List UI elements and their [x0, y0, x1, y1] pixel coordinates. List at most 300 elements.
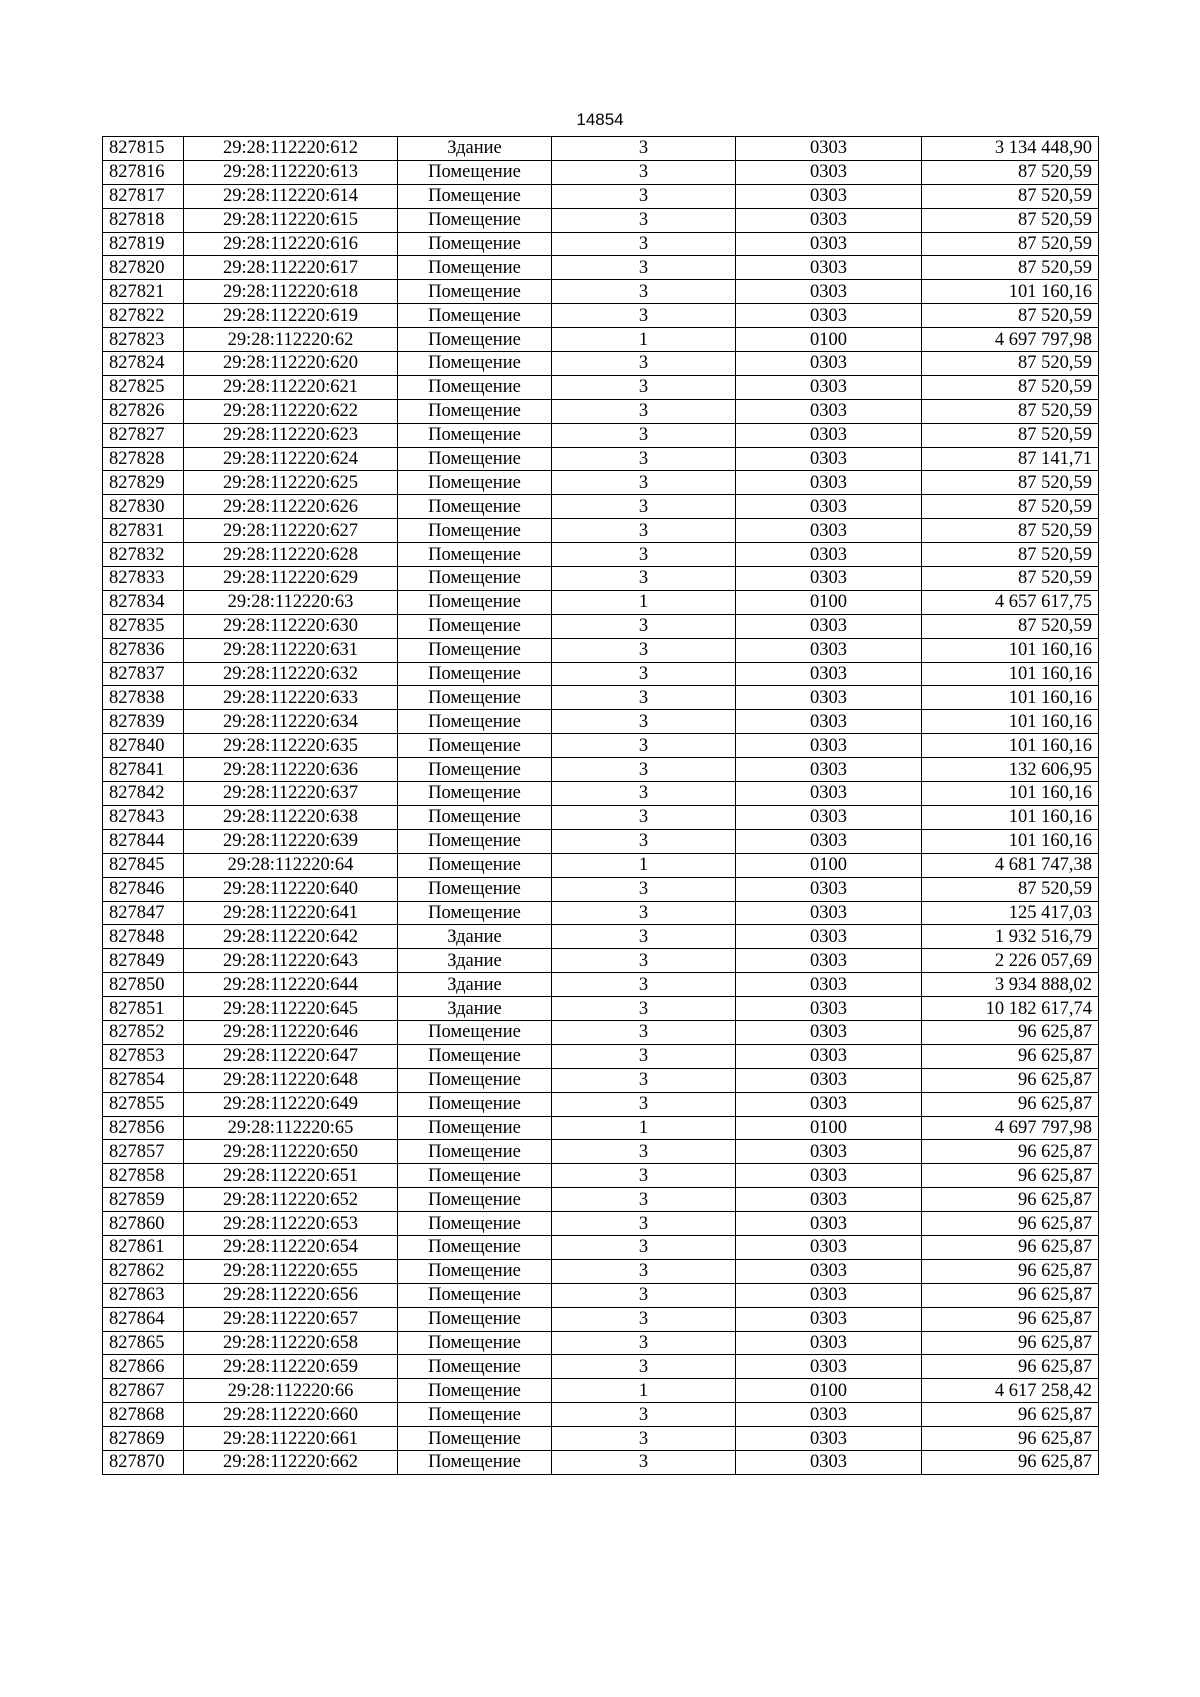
code-cell: 0303 — [736, 543, 922, 567]
row-number-cell: 827827 — [103, 423, 184, 447]
group-cell: 1 — [552, 1379, 736, 1403]
group-cell: 3 — [552, 256, 736, 280]
row-number-cell: 827857 — [103, 1140, 184, 1164]
object-type-cell: Здание — [398, 925, 552, 949]
group-cell: 3 — [552, 829, 736, 853]
table-row — [103, 399, 1099, 423]
object-type-cell: Помещение — [398, 1164, 552, 1188]
cadastral-number-cell: 29:28:112220:659 — [184, 1355, 398, 1379]
cadastral-value-cell: 101 160,16 — [922, 710, 1099, 734]
code-cell: 0100 — [736, 1379, 922, 1403]
code-cell: 0100 — [736, 328, 922, 352]
cadastral-number-cell: 29:28:112220:615 — [184, 208, 398, 232]
object-type-cell: Помещение — [398, 1355, 552, 1379]
group-cell: 3 — [552, 1164, 736, 1188]
cadastral-number-cell: 29:28:112220:612 — [184, 137, 398, 161]
cadastral-value-cell: 96 625,87 — [922, 1164, 1099, 1188]
object-type-cell: Помещение — [398, 280, 552, 304]
group-cell: 3 — [552, 1331, 736, 1355]
row-number-cell: 827870 — [103, 1450, 184, 1474]
table-row — [103, 1044, 1099, 1068]
object-type-cell: Помещение — [398, 590, 552, 614]
cadastral-number-cell: 29:28:112220:650 — [184, 1140, 398, 1164]
group-cell: 3 — [552, 1235, 736, 1259]
group-cell: 3 — [552, 638, 736, 662]
code-cell: 0303 — [736, 256, 922, 280]
table-row — [103, 1116, 1099, 1140]
object-type-cell: Помещение — [398, 1450, 552, 1474]
table-row — [103, 1092, 1099, 1116]
cadastral-number-cell: 29:28:112220:661 — [184, 1427, 398, 1451]
code-cell: 0303 — [736, 160, 922, 184]
cadastral-value-cell: 96 625,87 — [922, 1355, 1099, 1379]
object-type-cell: Помещение — [398, 662, 552, 686]
code-cell: 0303 — [736, 1355, 922, 1379]
code-cell: 0303 — [736, 1235, 922, 1259]
cadastral-value-cell: 101 160,16 — [922, 829, 1099, 853]
row-number-cell: 827855 — [103, 1092, 184, 1116]
cadastral-value-cell: 101 160,16 — [922, 280, 1099, 304]
cadastral-value-cell: 87 520,59 — [922, 543, 1099, 567]
row-number-cell: 827819 — [103, 232, 184, 256]
group-cell: 3 — [552, 567, 736, 591]
table-row — [103, 734, 1099, 758]
code-cell: 0303 — [736, 495, 922, 519]
cadastral-number-cell: 29:28:112220:613 — [184, 160, 398, 184]
table-row — [103, 614, 1099, 638]
table-row — [103, 997, 1099, 1021]
code-cell: 0303 — [736, 375, 922, 399]
cadastral-value-cell: 87 520,59 — [922, 304, 1099, 328]
table-row — [103, 1188, 1099, 1212]
cadastral-number-cell: 29:28:112220:622 — [184, 399, 398, 423]
row-number-cell: 827816 — [103, 160, 184, 184]
cadastral-value-cell: 87 141,71 — [922, 447, 1099, 471]
table-row — [103, 1331, 1099, 1355]
group-cell: 3 — [552, 1307, 736, 1331]
row-number-cell: 827822 — [103, 304, 184, 328]
cadastral-value-cell: 101 160,16 — [922, 662, 1099, 686]
object-type-cell: Помещение — [398, 1427, 552, 1451]
row-number-cell: 827842 — [103, 782, 184, 806]
row-number-cell: 827868 — [103, 1403, 184, 1427]
object-type-cell: Помещение — [398, 375, 552, 399]
table-row — [103, 375, 1099, 399]
code-cell: 0303 — [736, 1307, 922, 1331]
row-number-cell: 827851 — [103, 997, 184, 1021]
code-cell: 0303 — [736, 208, 922, 232]
cadastral-number-cell: 29:28:112220:634 — [184, 710, 398, 734]
group-cell: 3 — [552, 519, 736, 543]
row-number-cell: 827866 — [103, 1355, 184, 1379]
code-cell: 0303 — [736, 1450, 922, 1474]
table-row — [103, 519, 1099, 543]
object-type-cell: Помещение — [398, 352, 552, 376]
row-number-cell: 827861 — [103, 1235, 184, 1259]
row-number-cell: 827820 — [103, 256, 184, 280]
group-cell: 3 — [552, 399, 736, 423]
group-cell: 3 — [552, 1092, 736, 1116]
table-row — [103, 1259, 1099, 1283]
row-number-cell: 827836 — [103, 638, 184, 662]
cadastral-value-cell: 96 625,87 — [922, 1092, 1099, 1116]
cadastral-number-cell: 29:28:112220:626 — [184, 495, 398, 519]
object-type-cell: Помещение — [398, 328, 552, 352]
cadastral-value-cell: 3 134 448,90 — [922, 137, 1099, 161]
table-row — [103, 1450, 1099, 1474]
object-type-cell: Помещение — [398, 519, 552, 543]
cadastral-number-cell: 29:28:112220:632 — [184, 662, 398, 686]
cadastral-value-cell: 87 520,59 — [922, 184, 1099, 208]
group-cell: 3 — [552, 614, 736, 638]
code-cell: 0303 — [736, 1403, 922, 1427]
table-row — [103, 973, 1099, 997]
code-cell: 0303 — [736, 925, 922, 949]
object-type-cell: Помещение — [398, 853, 552, 877]
object-type-cell: Помещение — [398, 710, 552, 734]
group-cell: 3 — [552, 543, 736, 567]
code-cell: 0303 — [736, 949, 922, 973]
row-number-cell: 827833 — [103, 567, 184, 591]
row-number-cell: 827831 — [103, 519, 184, 543]
group-cell: 3 — [552, 782, 736, 806]
page-number: 14854 — [576, 110, 624, 129]
code-cell: 0303 — [736, 805, 922, 829]
table-body — [103, 137, 1099, 1475]
object-type-cell: Помещение — [398, 614, 552, 638]
group-cell: 3 — [552, 997, 736, 1021]
group-cell: 3 — [552, 1283, 736, 1307]
group-cell: 1 — [552, 853, 736, 877]
code-cell: 0303 — [736, 614, 922, 638]
table-row — [103, 256, 1099, 280]
object-type-cell: Помещение — [398, 471, 552, 495]
group-cell: 3 — [552, 710, 736, 734]
cadastral-number-cell: 29:28:112220:614 — [184, 184, 398, 208]
object-type-cell: Помещение — [398, 1140, 552, 1164]
object-type-cell: Здание — [398, 137, 552, 161]
object-type-cell: Здание — [398, 949, 552, 973]
cadastral-value-cell: 96 625,87 — [922, 1212, 1099, 1236]
object-type-cell: Помещение — [398, 208, 552, 232]
table-row — [103, 1403, 1099, 1427]
code-cell: 0303 — [736, 1164, 922, 1188]
row-number-cell: 827845 — [103, 853, 184, 877]
group-cell: 3 — [552, 280, 736, 304]
cadastral-value-cell: 1 932 516,79 — [922, 925, 1099, 949]
cadastral-value-cell: 96 625,87 — [922, 1235, 1099, 1259]
cadastral-number-cell: 29:28:112220:656 — [184, 1283, 398, 1307]
group-cell: 3 — [552, 1259, 736, 1283]
cadastral-number-cell: 29:28:112220:617 — [184, 256, 398, 280]
cadastral-number-cell: 29:28:112220:651 — [184, 1164, 398, 1188]
code-cell: 0303 — [736, 137, 922, 161]
cadastral-value-cell: 96 625,87 — [922, 1140, 1099, 1164]
code-cell: 0303 — [736, 232, 922, 256]
table-row — [103, 352, 1099, 376]
table-row — [103, 495, 1099, 519]
cadastral-number-cell: 29:28:112220:619 — [184, 304, 398, 328]
group-cell: 1 — [552, 590, 736, 614]
table-row — [103, 280, 1099, 304]
object-type-cell: Помещение — [398, 1259, 552, 1283]
cadastral-number-cell: 29:28:112220:654 — [184, 1235, 398, 1259]
group-cell: 3 — [552, 447, 736, 471]
code-cell: 0303 — [736, 352, 922, 376]
cadastral-number-cell: 29:28:112220:633 — [184, 686, 398, 710]
row-number-cell: 827823 — [103, 328, 184, 352]
row-number-cell: 827824 — [103, 352, 184, 376]
object-type-cell: Помещение — [398, 1020, 552, 1044]
cadastral-value-cell: 101 160,16 — [922, 782, 1099, 806]
code-cell: 0303 — [736, 304, 922, 328]
cadastral-value-cell: 4 617 258,42 — [922, 1379, 1099, 1403]
object-type-cell: Помещение — [398, 638, 552, 662]
row-number-cell: 827841 — [103, 758, 184, 782]
code-cell: 0303 — [736, 829, 922, 853]
cadastral-number-cell: 29:28:112220:620 — [184, 352, 398, 376]
row-number-cell: 827838 — [103, 686, 184, 710]
object-type-cell: Помещение — [398, 1092, 552, 1116]
table-row — [103, 304, 1099, 328]
object-type-cell: Помещение — [398, 567, 552, 591]
table-row — [103, 1283, 1099, 1307]
row-number-cell: 827840 — [103, 734, 184, 758]
cadastral-value-cell: 125 417,03 — [922, 901, 1099, 925]
cadastral-value-cell: 96 625,87 — [922, 1259, 1099, 1283]
group-cell: 3 — [552, 758, 736, 782]
cadastral-number-cell: 29:28:112220:629 — [184, 567, 398, 591]
code-cell: 0303 — [736, 758, 922, 782]
object-type-cell: Помещение — [398, 160, 552, 184]
object-type-cell: Помещение — [398, 184, 552, 208]
code-cell: 0303 — [736, 1427, 922, 1451]
row-number-cell: 827832 — [103, 543, 184, 567]
object-type-cell: Помещение — [398, 782, 552, 806]
cadastral-value-cell: 96 625,87 — [922, 1283, 1099, 1307]
cadastral-value-cell: 87 520,59 — [922, 160, 1099, 184]
table-row — [103, 590, 1099, 614]
cadastral-number-cell: 29:28:112220:662 — [184, 1450, 398, 1474]
cadastral-number-cell: 29:28:112220:630 — [184, 614, 398, 638]
cadastral-value-cell: 87 520,59 — [922, 877, 1099, 901]
cadastral-value-cell: 101 160,16 — [922, 734, 1099, 758]
cadastral-number-cell: 29:28:112220:628 — [184, 543, 398, 567]
table-row — [103, 853, 1099, 877]
group-cell: 3 — [552, 232, 736, 256]
cadastral-number-cell: 29:28:112220:649 — [184, 1092, 398, 1116]
group-cell: 3 — [552, 1450, 736, 1474]
code-cell: 0303 — [736, 1331, 922, 1355]
object-type-cell: Помещение — [398, 901, 552, 925]
cadastral-value-cell: 87 520,59 — [922, 232, 1099, 256]
table-row — [103, 1020, 1099, 1044]
object-type-cell: Помещение — [398, 877, 552, 901]
row-number-cell: 827854 — [103, 1068, 184, 1092]
table-row — [103, 232, 1099, 256]
cadastral-value-cell: 87 520,59 — [922, 423, 1099, 447]
code-cell: 0303 — [736, 1068, 922, 1092]
code-cell: 0303 — [736, 877, 922, 901]
cadastral-value-cell: 4 681 747,38 — [922, 853, 1099, 877]
cadastral-number-cell: 29:28:112220:646 — [184, 1020, 398, 1044]
row-number-cell: 827860 — [103, 1212, 184, 1236]
row-number-cell: 827869 — [103, 1427, 184, 1451]
object-type-cell: Помещение — [398, 232, 552, 256]
object-type-cell: Помещение — [398, 1283, 552, 1307]
row-number-cell: 827829 — [103, 471, 184, 495]
row-number-cell: 827867 — [103, 1379, 184, 1403]
code-cell: 0303 — [736, 973, 922, 997]
cadastral-value-cell: 4 697 797,98 — [922, 328, 1099, 352]
code-cell: 0303 — [736, 567, 922, 591]
row-number-cell: 827839 — [103, 710, 184, 734]
cadastral-number-cell: 29:28:112220:641 — [184, 901, 398, 925]
table-row — [103, 567, 1099, 591]
row-number-cell: 827862 — [103, 1259, 184, 1283]
row-number-cell: 827846 — [103, 877, 184, 901]
cadastral-number-cell: 29:28:112220:623 — [184, 423, 398, 447]
row-number-cell: 827865 — [103, 1331, 184, 1355]
cadastral-number-cell: 29:28:112220:64 — [184, 853, 398, 877]
table-row — [103, 137, 1099, 161]
table-row — [103, 423, 1099, 447]
group-cell: 1 — [552, 1116, 736, 1140]
row-number-cell: 827843 — [103, 805, 184, 829]
group-cell: 3 — [552, 375, 736, 399]
group-cell: 3 — [552, 901, 736, 925]
group-cell: 3 — [552, 1355, 736, 1379]
cadastral-number-cell: 29:28:112220:636 — [184, 758, 398, 782]
group-cell: 3 — [552, 949, 736, 973]
row-number-cell: 827834 — [103, 590, 184, 614]
cadastral-value-cell: 96 625,87 — [922, 1307, 1099, 1331]
row-number-cell: 827826 — [103, 399, 184, 423]
group-cell: 3 — [552, 734, 736, 758]
code-cell: 0303 — [736, 1259, 922, 1283]
group-cell: 3 — [552, 877, 736, 901]
row-number-cell: 827828 — [103, 447, 184, 471]
code-cell: 0303 — [736, 184, 922, 208]
table-row — [103, 782, 1099, 806]
cadastral-number-cell: 29:28:112220:63 — [184, 590, 398, 614]
object-type-cell: Помещение — [398, 1403, 552, 1427]
group-cell: 3 — [552, 1188, 736, 1212]
group-cell: 3 — [552, 423, 736, 447]
cadastral-value-cell: 87 520,59 — [922, 208, 1099, 232]
table-row — [103, 1140, 1099, 1164]
table-row — [103, 471, 1099, 495]
table-row — [103, 1427, 1099, 1451]
cadastral-value-cell: 96 625,87 — [922, 1188, 1099, 1212]
code-cell: 0303 — [736, 519, 922, 543]
cadastral-value-cell: 87 520,59 — [922, 256, 1099, 280]
object-type-cell: Помещение — [398, 1379, 552, 1403]
table-row — [103, 1307, 1099, 1331]
row-number-cell: 827856 — [103, 1116, 184, 1140]
group-cell: 3 — [552, 1427, 736, 1451]
cadastral-value-cell: 2 226 057,69 — [922, 949, 1099, 973]
cadastral-number-cell: 29:28:112220:616 — [184, 232, 398, 256]
group-cell: 3 — [552, 184, 736, 208]
table-row — [103, 1355, 1099, 1379]
group-cell: 3 — [552, 137, 736, 161]
table-row — [103, 925, 1099, 949]
row-number-cell: 827825 — [103, 375, 184, 399]
group-cell: 3 — [552, 925, 736, 949]
group-cell: 3 — [552, 471, 736, 495]
object-type-cell: Помещение — [398, 1188, 552, 1212]
code-cell: 0303 — [736, 638, 922, 662]
row-number-cell: 827818 — [103, 208, 184, 232]
table-row — [103, 184, 1099, 208]
table-row — [103, 877, 1099, 901]
cadastral-number-cell: 29:28:112220:642 — [184, 925, 398, 949]
object-type-cell: Помещение — [398, 1116, 552, 1140]
code-cell: 0303 — [736, 280, 922, 304]
group-cell: 3 — [552, 1020, 736, 1044]
group-cell: 3 — [552, 1068, 736, 1092]
row-number-cell: 827847 — [103, 901, 184, 925]
code-cell: 0303 — [736, 901, 922, 925]
group-cell: 1 — [552, 328, 736, 352]
code-cell: 0303 — [736, 734, 922, 758]
table-row — [103, 758, 1099, 782]
row-number-cell: 827863 — [103, 1283, 184, 1307]
table-row — [103, 710, 1099, 734]
cadastral-number-cell: 29:28:112220:624 — [184, 447, 398, 471]
table-row — [103, 1212, 1099, 1236]
group-cell: 3 — [552, 495, 736, 519]
code-cell: 0303 — [736, 997, 922, 1021]
table-row — [103, 208, 1099, 232]
group-cell: 3 — [552, 686, 736, 710]
cadastral-value-cell: 132 606,95 — [922, 758, 1099, 782]
object-type-cell: Помещение — [398, 1331, 552, 1355]
cadastral-number-cell: 29:28:112220:653 — [184, 1212, 398, 1236]
object-type-cell: Здание — [398, 997, 552, 1021]
row-number-cell: 827849 — [103, 949, 184, 973]
cadastral-value-cell: 87 520,59 — [922, 399, 1099, 423]
code-cell: 0303 — [736, 423, 922, 447]
group-cell: 3 — [552, 662, 736, 686]
cadastral-value-cell: 96 625,87 — [922, 1020, 1099, 1044]
cadastral-value-cell: 96 625,87 — [922, 1331, 1099, 1355]
object-type-cell: Помещение — [398, 256, 552, 280]
cadastral-number-cell: 29:28:112220:640 — [184, 877, 398, 901]
table-row — [103, 662, 1099, 686]
cadastral-value-cell: 87 520,59 — [922, 567, 1099, 591]
cadastral-value-cell: 87 520,59 — [922, 614, 1099, 638]
row-number-cell: 827848 — [103, 925, 184, 949]
cadastral-value-cell: 101 160,16 — [922, 805, 1099, 829]
object-type-cell: Помещение — [398, 423, 552, 447]
group-cell: 3 — [552, 805, 736, 829]
cadastral-value-cell: 3 934 888,02 — [922, 973, 1099, 997]
group-cell: 3 — [552, 352, 736, 376]
object-type-cell: Помещение — [398, 399, 552, 423]
cadastral-value-cell: 87 520,59 — [922, 375, 1099, 399]
row-number-cell: 827837 — [103, 662, 184, 686]
object-type-cell: Помещение — [398, 1212, 552, 1236]
code-cell: 0303 — [736, 1092, 922, 1116]
object-type-cell: Помещение — [398, 447, 552, 471]
group-cell: 3 — [552, 208, 736, 232]
code-cell: 0303 — [736, 662, 922, 686]
code-cell: 0303 — [736, 447, 922, 471]
table-row — [103, 1068, 1099, 1092]
code-cell: 0303 — [736, 1283, 922, 1307]
